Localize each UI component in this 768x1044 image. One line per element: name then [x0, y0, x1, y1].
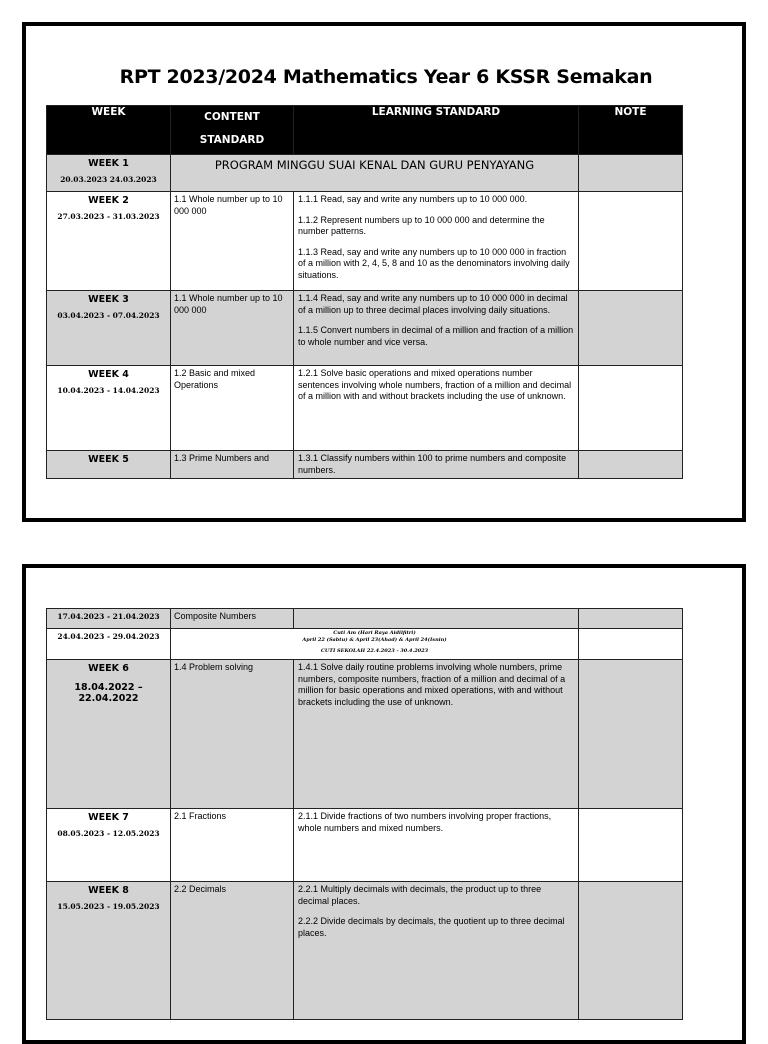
note-cell — [579, 291, 683, 366]
rpt-table-page-1 — [46, 105, 683, 479]
header-week: WEEK — [47, 106, 171, 155]
table-row-week-2 — [47, 192, 683, 291]
week-cell — [47, 451, 171, 479]
learning-item: 2.2.2 Divide decimals by decimals, the quotient up to three decimal places. — [298, 916, 565, 938]
table-row-week-3 — [47, 291, 683, 366]
learning-item: 1.1.3 Read, say and write any numbers up to 10 000 000 in fraction of a million with 2, 4, 5, 8 and 10 as the denominators involving daily situations. — [298, 246, 570, 280]
content-standard-cell: 1.1 Whole number up to 10 000 000 — [171, 192, 294, 291]
learning-standard-cell — [294, 809, 579, 882]
week-cell — [47, 155, 171, 192]
page-title: RPT 2023/2024 Mathematics Year 6 KSSR Semakan — [119, 66, 653, 88]
content-standard-cell: 2.1 Fractions — [171, 809, 294, 882]
week-label: WEEK 3 — [88, 294, 129, 305]
learning-standard-cell — [294, 451, 579, 479]
note-cell — [579, 882, 683, 1020]
header-content-line1: CONTENT — [204, 111, 260, 123]
learning-standard-cell — [294, 366, 579, 451]
note-cell — [579, 660, 683, 809]
table-header-row — [47, 106, 683, 155]
note-cell — [579, 809, 683, 882]
week-date: 27.03.2023 - 31.03.2023 — [57, 212, 160, 221]
content-standard-cell: Composite Numbers — [171, 609, 294, 629]
learning-standard-cell — [294, 660, 579, 809]
learning-item: 1.3.1 Classify numbers within 100 to prime numbers and composite numbers. — [298, 453, 567, 475]
table-row-week-5 — [47, 451, 683, 479]
header-learning-standard: LEARNING STANDARD — [294, 106, 579, 155]
table-row-week-5-cont — [47, 609, 683, 629]
week-cell — [47, 192, 171, 291]
week-date: 17.04.2023 - 21.04.2023 — [57, 612, 160, 621]
week-label: WEEK 1 — [88, 158, 129, 169]
header-content-line2: STANDARD — [199, 134, 265, 146]
holiday-line: CUTI SEKOLAH 22.4.2023 - 30.4.2023 — [320, 648, 429, 654]
content-standard-cell: 1.1 Whole number up to 10 000 000 — [171, 291, 294, 366]
learning-standard-cell — [294, 882, 579, 1020]
week-date: 24.04.2023 - 29.04.2023 — [57, 632, 160, 641]
rpt-table-page-2 — [46, 608, 683, 1020]
week-cell — [47, 660, 171, 809]
content-standard-cell: 1.3 Prime Numbers and — [171, 451, 294, 479]
learning-item: 1.4.1 Solve daily routine problems involving whole numbers, prime numbers, composite numbers, fraction of a million and decimal of a million for basic operations and mixed operations, with and without brackets including the use of unknown. — [298, 662, 566, 707]
table-row-week-1 — [47, 155, 683, 192]
table-row-week-4 — [47, 366, 683, 451]
table-row-week-7 — [47, 809, 683, 882]
note-cell — [579, 609, 683, 629]
week-cell — [47, 291, 171, 366]
learning-standard-cell — [294, 192, 579, 291]
week-label: WEEK 7 — [88, 812, 129, 823]
program-cell: PROGRAM MINGGU SUAI KENAL DAN GURU PENYAYANG — [171, 155, 579, 192]
learning-item: 1.1.2 Represent numbers up to 10 000 000 and determine the number patterns. — [298, 214, 545, 236]
learning-item: 1.1.1 Read, say and write any numbers up to 10 000 000. — [298, 194, 528, 204]
table-row-holiday — [47, 629, 683, 660]
learning-item: 2.1.1 Divide fractions of two numbers involving proper fractions, whole numbers and mixed numbers. — [298, 811, 552, 833]
week-label: WEEK 2 — [88, 195, 129, 206]
content-standard-cell: 1.4 Problem solving — [171, 660, 294, 809]
week-cell — [47, 882, 171, 1020]
header-content-standard — [171, 106, 294, 155]
week-date: 18.04.2022 – 22.04.2022 — [74, 682, 143, 704]
week-date: 20.03.2023 24.03.2023 — [60, 175, 157, 184]
learning-standard-cell — [294, 609, 579, 629]
week-label: WEEK 8 — [88, 885, 129, 896]
holiday-line: Cuti Am (Hari Raya Aidilfitri) — [333, 630, 416, 636]
learning-item: 2.2.1 Multiply decimals with decimals, the product up to three decimal places. — [298, 884, 542, 906]
note-cell — [579, 192, 683, 291]
learning-item: 1.1.5 Convert numbers in decimal of a million and fraction of a million to whole number and vice versa. — [298, 325, 574, 347]
week-cell — [47, 366, 171, 451]
note-cell — [579, 366, 683, 451]
week-date: 10.04.2023 - 14.04.2023 — [57, 386, 160, 395]
learning-item: 1.1.4 Read, say and write any numbers up to 10 000 000 in decimal of a million up to three decimal places involving daily situations. — [298, 293, 568, 315]
table-row-week-8 — [47, 882, 683, 1020]
note-cell — [579, 451, 683, 479]
week-date: 08.05.2023 - 12.05.2023 — [57, 829, 160, 838]
week-cell — [47, 809, 171, 882]
note-cell — [579, 629, 683, 660]
learning-item: 1.2.1 Solve basic operations and mixed operations number sentences involving whole numbers, fraction of a million and decimal of a million with and without brackets including the use of unknown. — [298, 368, 572, 401]
week-date: 03.04.2023 - 07.04.2023 — [57, 311, 160, 320]
holiday-cell — [171, 629, 579, 660]
week-label: WEEK 4 — [88, 369, 129, 380]
table-row-week-6 — [47, 660, 683, 809]
week-label: WEEK 6 — [88, 663, 129, 674]
content-standard-cell: 2.2 Decimals — [171, 882, 294, 1020]
week-cell — [47, 609, 171, 629]
header-note: NOTE — [579, 106, 683, 155]
note-cell — [579, 155, 683, 192]
week-cell — [47, 629, 171, 660]
learning-standard-cell — [294, 291, 579, 366]
content-standard-cell: 1.2 Basic and mixed Operations — [171, 366, 294, 451]
holiday-line: April 22 (Sabtu) & April 23(Ahad) & April 24(Isnin) — [302, 637, 447, 643]
week-label: WEEK 5 — [88, 454, 129, 465]
week-date: 15.05.2023 - 19.05.2023 — [57, 902, 160, 911]
